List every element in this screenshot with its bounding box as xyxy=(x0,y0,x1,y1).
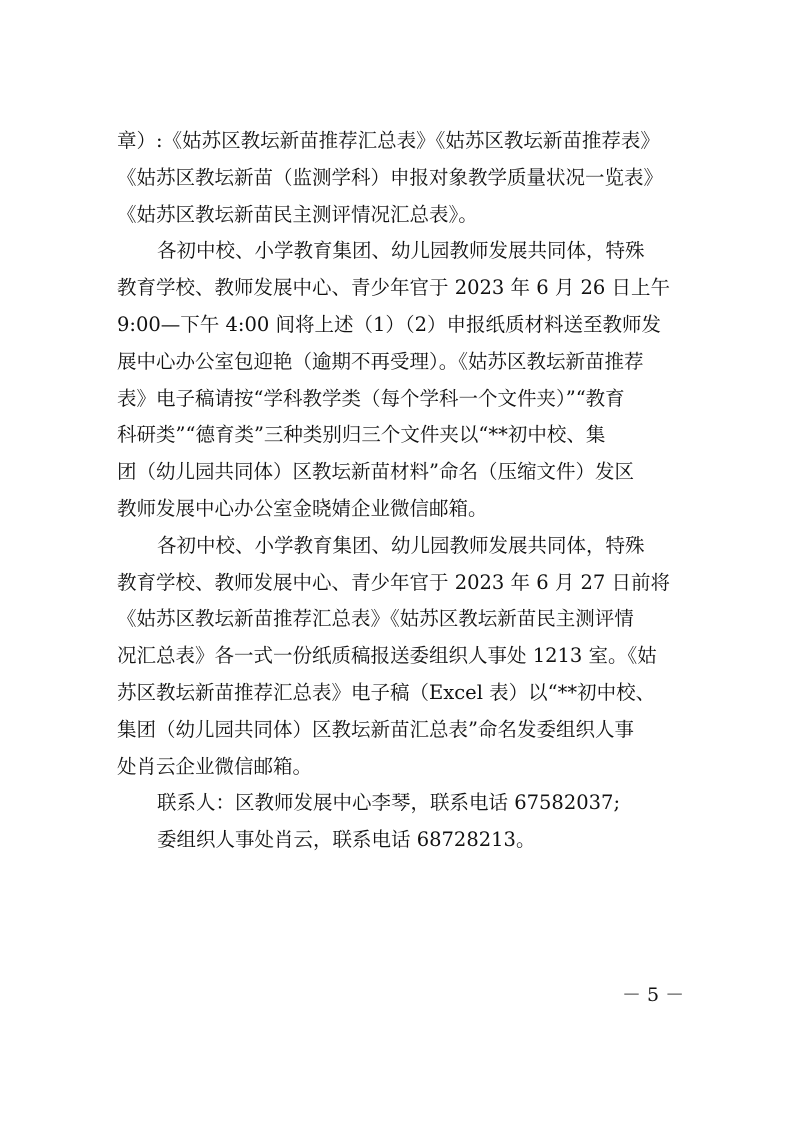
text-line: 《姑苏区教坛新苗民主测评情况汇总表》。 xyxy=(117,202,478,226)
text-line: 况汇总表》各一式一份纸质稿报送委组织人事处 1213 室。《姑 xyxy=(117,644,657,668)
paragraph-paper-submission xyxy=(117,233,683,527)
paragraph-attachments-continued xyxy=(117,123,683,233)
paragraph-contact xyxy=(117,785,683,822)
text-line: 集团（幼儿园共同体）区教坛新苗汇总表”命名发委组织人事 xyxy=(117,717,634,741)
text-line: 《姑苏区教坛新苗（监测学科）申报对象教学质量状况一览表》 xyxy=(117,165,664,189)
text-line: 展中心办公室包迎艳（逾期不再受理）。《姑苏区教坛新苗推荐 xyxy=(117,349,644,373)
contact-line: 委组织人事处肖云，联系电话 68728213。 xyxy=(157,828,536,852)
contact-line: 联系人：区教师发展中心李琴，联系电话 67582037; xyxy=(157,791,621,815)
text-line: 教育学校、教师发展中心、青少年官于 2023 年 6 月 27 日前将 xyxy=(117,570,671,594)
text-line: 《姑苏区教坛新苗推荐汇总表》《姑苏区教坛新苗民主测评情 xyxy=(117,607,634,631)
text-line: 教师发展中心办公室金晓婧企业微信邮箱。 xyxy=(117,496,488,520)
document-body xyxy=(117,123,683,859)
text-line: 处肖云企业微信邮箱。 xyxy=(117,754,313,778)
text-line: 苏区教坛新苗推荐汇总表》电子稿（Excel 表）以“**初中校、 xyxy=(117,680,656,704)
page-number: － 5 － xyxy=(622,984,685,1006)
text-line: 9:00—下午 4:00 间将上述（1）（2）申报纸质材料送至教师发 xyxy=(117,312,662,336)
text-line: 教育学校、教师发展中心、青少年官于 2023 年 6 月 26 日上午 xyxy=(117,276,671,300)
text-line: 科研类”“德育类”三种类别归三个文件夹以“**初中校、集 xyxy=(117,423,606,447)
text-line: 各初中校、小学教育集团、幼儿园教师发展共同体，特殊 xyxy=(157,239,645,263)
text-line: 团（幼儿园共同体）区教坛新苗材料”命名（压缩文件）发区 xyxy=(117,460,634,484)
text-line: 章）:《姑苏区教坛新苗推荐汇总表》《姑苏区教坛新苗推荐表》 xyxy=(117,129,660,152)
text-line: 各初中校、小学教育集团、幼儿园教师发展共同体，特殊 xyxy=(157,533,645,557)
paragraph-summary-submission xyxy=(117,528,683,786)
text-line: 表》电子稿请按“学科教学类（每个学科一个文件夹）”“教育 xyxy=(117,386,625,410)
paragraph-contact-second xyxy=(117,822,683,859)
